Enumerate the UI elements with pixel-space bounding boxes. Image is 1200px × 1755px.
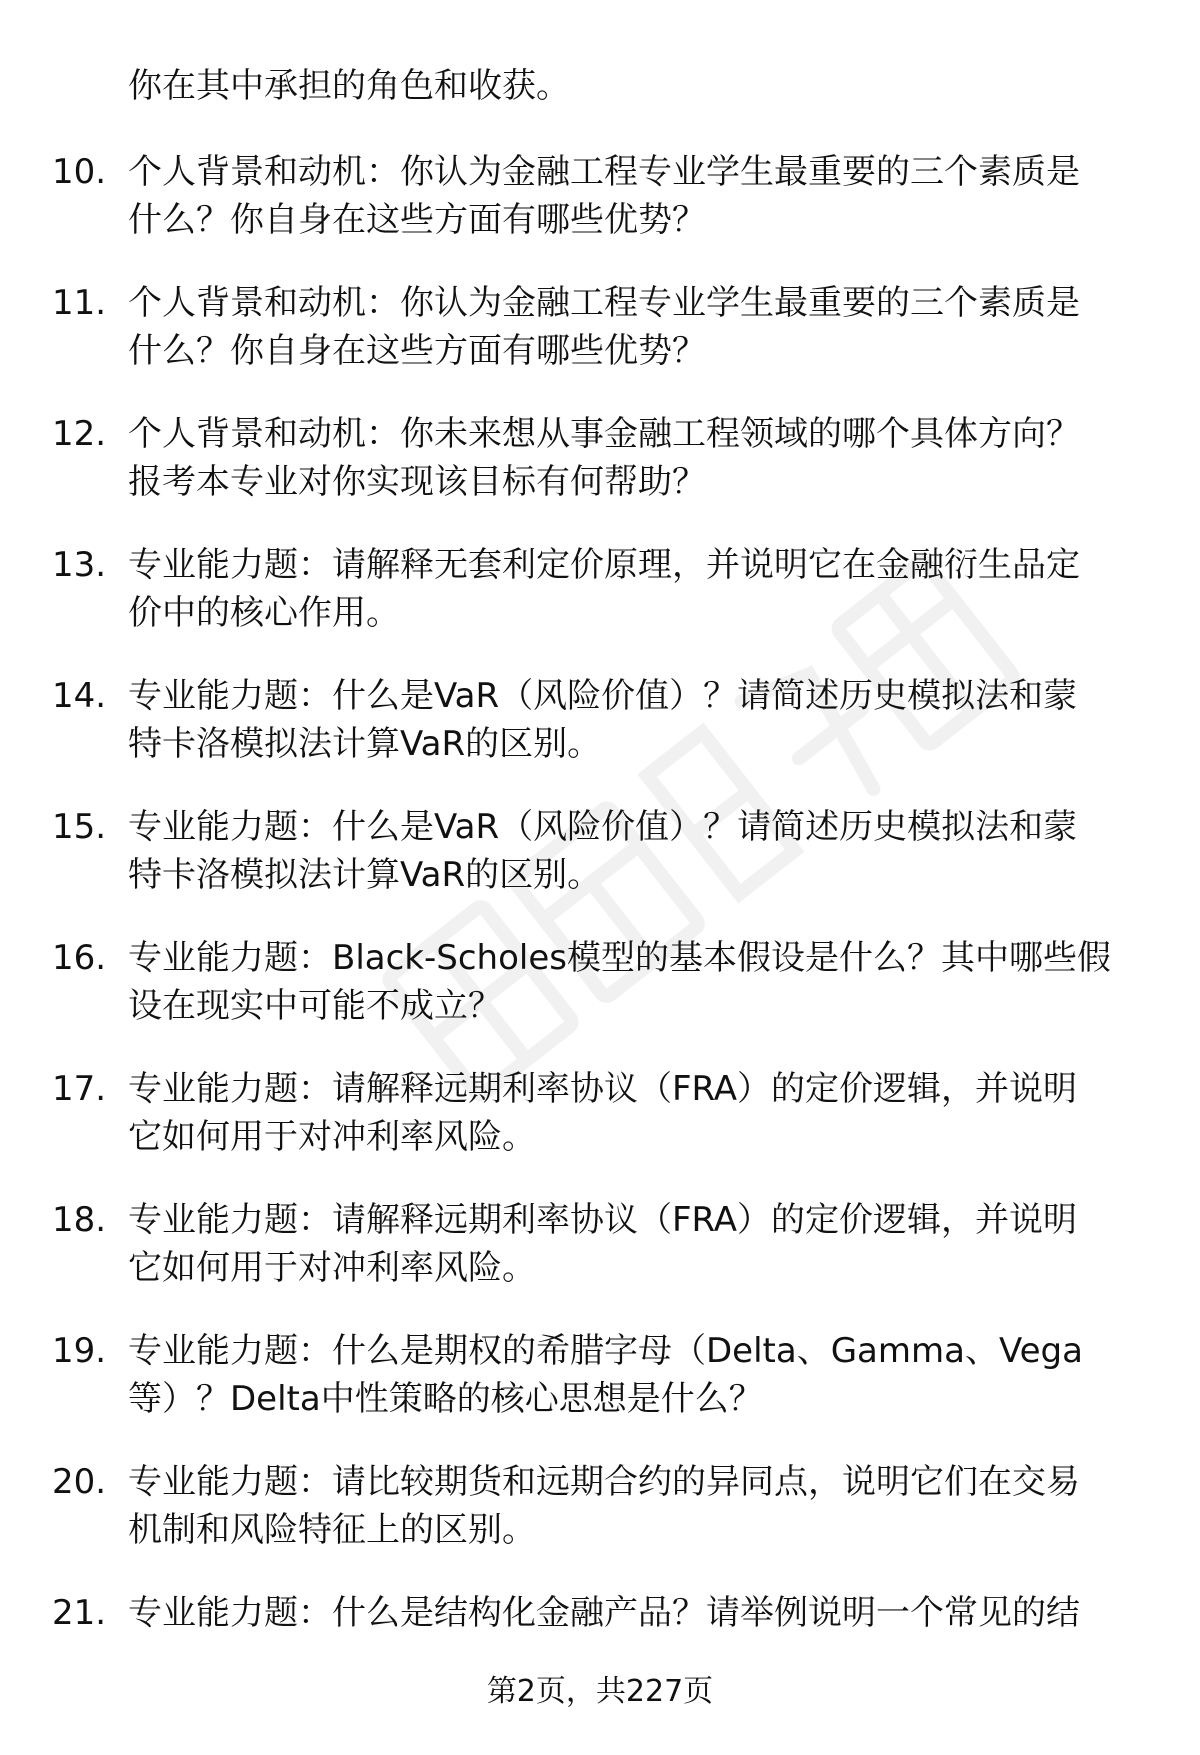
question-line: 价中的核心作用。 <box>128 593 400 633</box>
list-item <box>0 410 1200 541</box>
list-item <box>0 1065 1200 1196</box>
question-line: 专业能力题：请解释远期利率协议（FRA）的定价逻辑，并说明 <box>128 1069 1078 1109</box>
question-text <box>128 1458 1158 1554</box>
question-line: 专业能力题：什么是VaR（风险价值）？请简述历史模拟法和蒙 <box>128 676 1078 716</box>
question-text <box>128 279 1158 375</box>
question-number: 16. <box>52 938 107 978</box>
question-number: 12. <box>52 414 107 454</box>
question-line: 专业能力题：Black-Scholes模型的基本假设是什么？其中哪些假 <box>128 938 1111 978</box>
question-number: 14. <box>52 676 107 716</box>
question-text <box>128 1327 1158 1423</box>
list-item <box>0 1196 1200 1327</box>
question-number: 19. <box>52 1331 107 1371</box>
question-line: 专业能力题：什么是结构化金融产品？请举例说明一个常见的结 <box>128 1593 1080 1633</box>
question-number: 10. <box>52 152 107 192</box>
question-line: 专业能力题：什么是VaR（风险价值）？请简述历史模拟法和蒙 <box>128 807 1078 847</box>
question-line: 它如何用于对冲利率风险。 <box>128 1117 536 1157</box>
list-item <box>0 1458 1200 1589</box>
question-text <box>128 1589 1158 1637</box>
question-number: 17. <box>52 1069 107 1109</box>
question-text <box>128 1196 1158 1292</box>
question-line: 个人背景和动机：你认为金融工程专业学生最重要的三个素质是 <box>128 283 1080 323</box>
question-line: 个人背景和动机：你认为金融工程专业学生最重要的三个素质是 <box>128 152 1080 192</box>
question-line: 个人背景和动机：你未来想从事金融工程领域的哪个具体方向？ <box>128 414 1080 454</box>
question-text <box>128 410 1158 506</box>
question-line: 等）？Delta中性策略的核心思想是什么？ <box>128 1379 763 1419</box>
question-line: 它如何用于对冲利率风险。 <box>128 1248 536 1288</box>
question-number: 18. <box>52 1200 107 1240</box>
question-text <box>128 1065 1158 1161</box>
question-list <box>0 148 1200 1720</box>
question-line: 机制和风险特征上的区别。 <box>128 1510 536 1550</box>
list-item <box>0 148 1200 279</box>
question-line: 什么？你自身在这些方面有哪些优势？ <box>128 200 706 240</box>
list-item <box>0 1327 1200 1458</box>
question-number: 21. <box>52 1593 107 1633</box>
list-item <box>0 672 1200 803</box>
question-line: 专业能力题：什么是期权的希腊字母（Delta、Gamma、Vega <box>128 1331 1083 1371</box>
question-line: 报考本专业对你实现该目标有何帮助？ <box>128 462 706 502</box>
question-number: 11. <box>52 283 107 323</box>
question-text <box>128 803 1158 899</box>
question-line: 专业能力题：请解释无套利定价原理，并说明它在金融衍生品定 <box>128 545 1080 585</box>
list-item <box>0 541 1200 672</box>
question-text <box>128 541 1158 637</box>
question-number: 13. <box>52 545 107 585</box>
question-text <box>128 672 1158 768</box>
question-line: 设在现实中可能不成立？ <box>128 986 502 1026</box>
question-text <box>128 934 1158 1030</box>
list-item <box>0 934 1200 1065</box>
question-number: 15. <box>52 807 107 847</box>
question-number: 20. <box>52 1462 107 1502</box>
question-line: 什么？你自身在这些方面有哪些优势？ <box>128 331 706 371</box>
page-footer: 第2页，共227页 <box>486 1674 714 1709</box>
continuation-text: 你在其中承担的角色和收获。 <box>128 66 570 106</box>
question-text <box>128 148 1158 244</box>
question-line: 特卡洛模拟法计算VaR的区别。 <box>128 724 602 764</box>
list-item <box>0 279 1200 410</box>
list-item <box>0 803 1200 934</box>
question-line: 特卡洛模拟法计算VaR的区别。 <box>128 855 602 895</box>
question-line: 专业能力题：请解释远期利率协议（FRA）的定价逻辑，并说明 <box>128 1200 1078 1240</box>
question-line: 专业能力题：请比较期货和远期合约的异同点，说明它们在交易 <box>128 1462 1080 1502</box>
